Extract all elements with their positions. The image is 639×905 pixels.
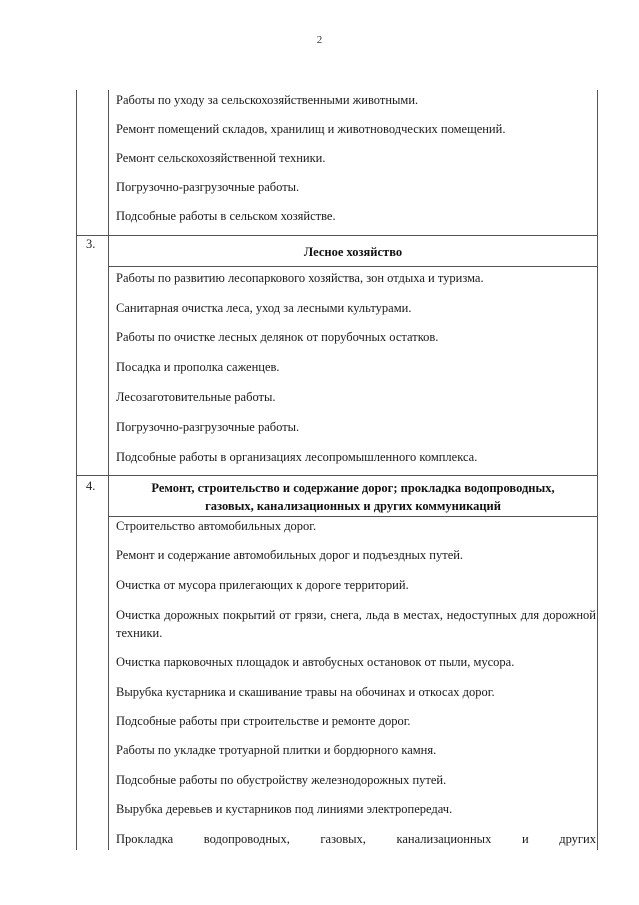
section-title: Лесное хозяйство (303, 245, 403, 259)
section-title-line-1: Ремонт, строительство и содержание дорог; прокладка водопроводных, (151, 481, 555, 495)
section-number: 4. (86, 479, 96, 493)
row-divider-section-4-top (76, 475, 598, 476)
list-item: Подсобные работы в сельском хозяйстве. (116, 209, 336, 223)
list-item: Работы по укладке тротуарной плитки и бордюрного камня. (116, 743, 437, 757)
list-item: Лесозаготовительные работы. (116, 390, 276, 404)
list-item: Работы по уходу за сельскохозяйственными животными. (116, 93, 419, 107)
list-item: Подсобные работы по обустройству железнодорожных путей. (116, 773, 447, 787)
list-item: Работы по развитию лесопаркового хозяйства, зон отдыха и туризма. (116, 271, 484, 285)
word: Прокладка (116, 832, 174, 846)
list-item: Вырубка кустарника и скашивание травы на обочинах и откосах дорог. (116, 685, 495, 699)
list-item: Ремонт и содержание автомобильных дорог и подъездных путей. (116, 548, 464, 562)
table-column-divider (108, 90, 109, 850)
list-item: Посадка и прополка саженцев. (116, 360, 280, 374)
list-item: Подсобные работы при строительстве и ремонте дорог. (116, 714, 411, 728)
word: канализационных (396, 832, 492, 846)
list-item: Очистка парковочных площадок и автобусных остановок от пыли, мусора. (116, 655, 515, 669)
word: и (521, 832, 529, 846)
list-item: Очистка от мусора прилегающих к дороге территорий. (116, 578, 409, 592)
section-title-line-2: газовых, канализационных и других коммуникаций (205, 499, 501, 513)
list-item: Санитарная очистка леса, уход за лесными культурами. (116, 301, 412, 315)
row-divider-section-3-top (76, 235, 598, 236)
list-item: Погрузочно-разгрузочные работы. (116, 420, 300, 434)
list-item: Строительство автомобильных дорог. (116, 519, 317, 533)
table-right-border (597, 90, 598, 850)
section-number: 3. (86, 237, 96, 251)
word: газовых, (320, 832, 366, 846)
page-number: 2 (316, 34, 323, 46)
list-item: Ремонт сельскохозяйственной техники. (116, 151, 326, 165)
row-divider-section-3-title (108, 266, 598, 267)
table-left-border (76, 90, 77, 850)
word: других (559, 832, 596, 846)
list-item: Подсобные работы в организациях лесопромышленного комплекса. (116, 450, 478, 464)
list-item: Ремонт помещений складов, хранилищ и животноводческих помещений. (116, 122, 506, 136)
list-item: Очистка дорожных покрытий от грязи, снега, льда в местах, недоступных для дорожной техники. (116, 608, 596, 640)
list-item-continued (116, 830, 596, 848)
list-item: Погрузочно-разгрузочные работы. (116, 180, 300, 194)
list-item: Работы по очистке лесных делянок от порубочных остатков. (116, 330, 439, 344)
list-item: Вырубка деревьев и кустарников под линиями электропередач. (116, 802, 453, 816)
word: водопроводных, (203, 832, 290, 846)
